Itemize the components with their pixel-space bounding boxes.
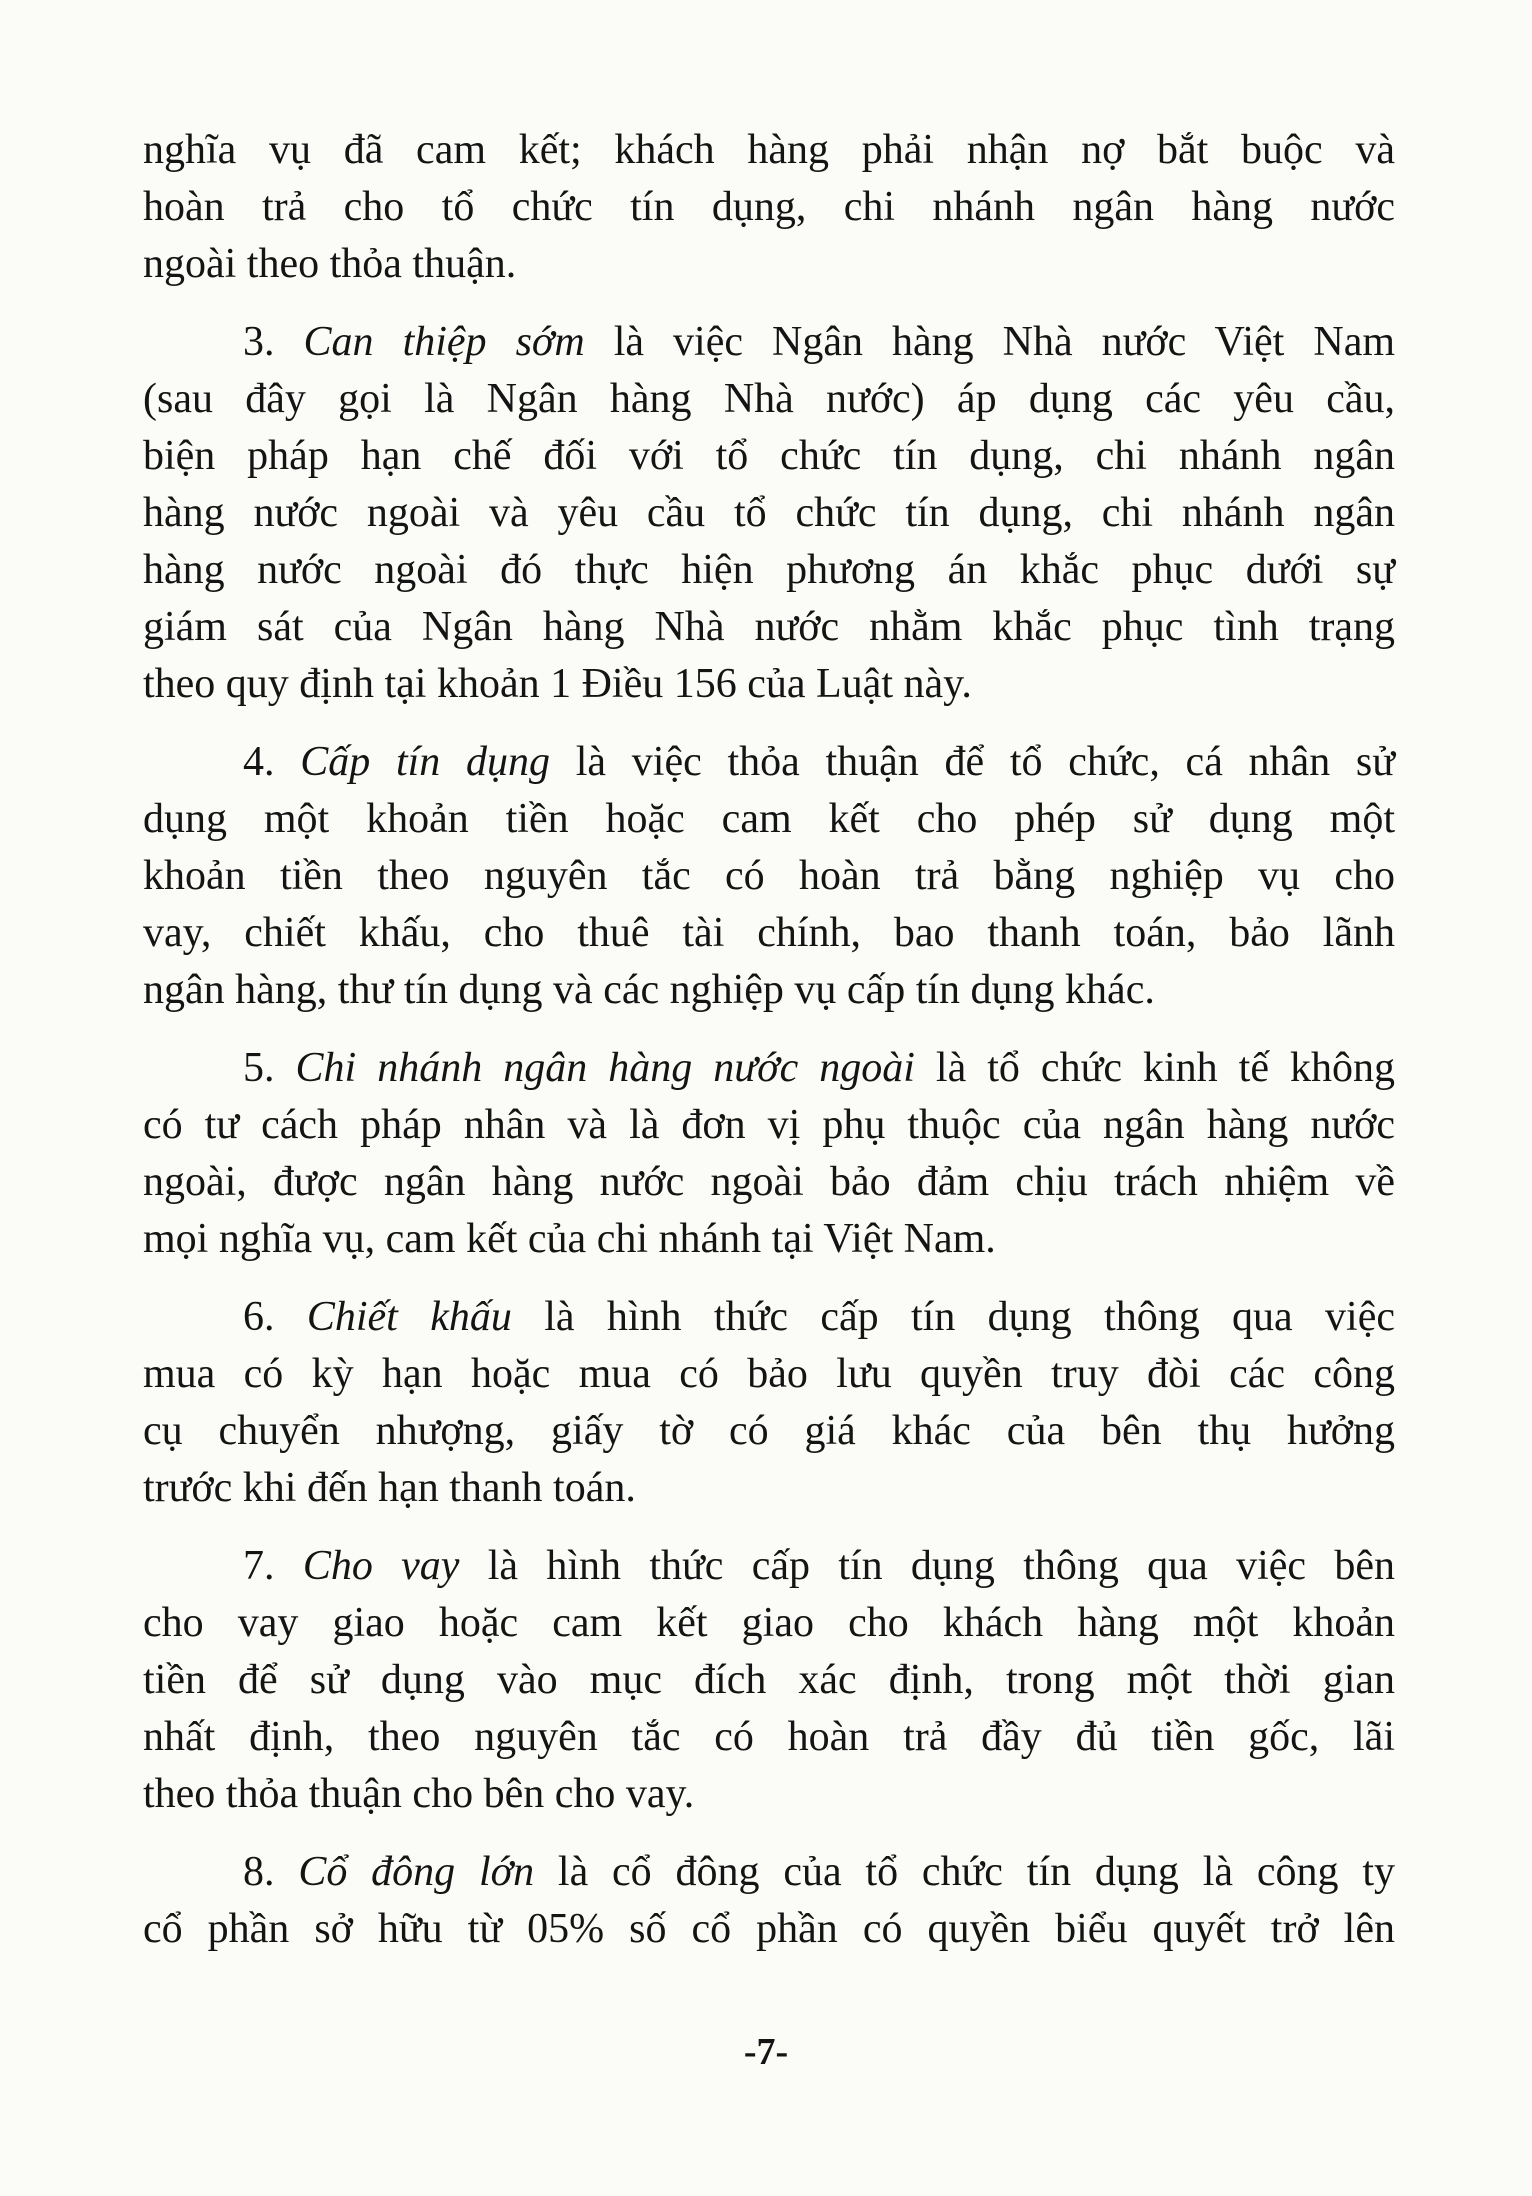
text-line: nhất định, theo nguyên tắc có hoàn trả đầy đủ tiền gốc, lãi — [143, 1714, 1395, 1760]
paragraph-first-line — [143, 1040, 1395, 1097]
paragraph-first-line — [143, 1844, 1395, 1901]
defined-term: Chi nhánh ngân hàng nước ngoài — [295, 1045, 915, 1091]
text-line: cụ chuyển nhượng, giấy tờ có giá khác của bên thụ hưởng — [143, 1408, 1395, 1454]
paragraph — [143, 1040, 1395, 1268]
text-line: nghĩa vụ đã cam kết; khách hàng phải nhận nợ bắt buộc và — [143, 127, 1395, 173]
text-line: mua có kỳ hạn hoặc mua có bảo lưu quyền truy đòi các công — [143, 1351, 1395, 1397]
defined-term: Can thiệp sớm — [303, 319, 585, 365]
definition-text: là hình thức cấp tín dụng thông qua việc — [544, 1294, 1396, 1340]
text-line: ngoài, được ngân hàng nước ngoài bảo đảm chịu trách nhiệm về — [143, 1159, 1395, 1205]
text-line: hàng nước ngoài và yêu cầu tổ chức tín dụng, chi nhánh ngân — [143, 490, 1395, 536]
defined-term: Cấp tín dụng — [300, 739, 551, 785]
text-line: theo thỏa thuận cho bên cho vay. — [143, 1771, 695, 1817]
paragraph-first-line — [143, 734, 1395, 791]
text-line: ngân hàng, thư tín dụng và các nghiệp vụ cấp tín dụng khác. — [143, 967, 1155, 1013]
paragraph — [143, 734, 1395, 1019]
text-line: vay, chiết khấu, cho thuê tài chính, bao thanh toán, bảo lãnh — [143, 910, 1395, 956]
item-number: 4. — [243, 739, 275, 785]
paragraph-first-line — [143, 1289, 1395, 1346]
paragraph — [143, 1289, 1395, 1517]
text-line: biện pháp hạn chế đối với tổ chức tín dụng, chi nhánh ngân — [143, 433, 1395, 479]
item-number: 5. — [243, 1045, 275, 1091]
text-line: khoản tiền theo nguyên tắc có hoàn trả bằng nghiệp vụ cho — [143, 853, 1395, 899]
text-line: theo quy định tại khoản 1 Điều 156 của Luật này. — [143, 661, 972, 707]
paragraph-first-line — [143, 314, 1395, 371]
text-line: (sau đây gọi là Ngân hàng Nhà nước) áp dụng các yêu cầu, — [143, 376, 1395, 422]
definition-text: là tổ chức kinh tế không — [935, 1045, 1395, 1091]
definition-text: là việc Ngân hàng Nhà nước Việt Nam — [613, 319, 1396, 365]
paragraph — [143, 1538, 1395, 1823]
definition-text: là hình thức cấp tín dụng thông qua việc bên — [487, 1543, 1396, 1589]
item-number: 8. — [243, 1849, 275, 1895]
definition-text: là cổ đông của tổ chức tín dụng là công ty — [557, 1849, 1396, 1895]
paragraph — [143, 1844, 1395, 1958]
defined-term: Cổ đông lớn — [298, 1849, 535, 1895]
paragraph — [143, 122, 1395, 293]
page-number: -7- — [743, 2031, 789, 2073]
item-number: 6. — [243, 1294, 275, 1340]
document-body — [143, 122, 1395, 1979]
item-number: 7. — [243, 1543, 275, 1589]
text-line: trước khi đến hạn thanh toán. — [143, 1465, 636, 1511]
text-line: hàng nước ngoài đó thực hiện phương án khắc phục dưới sự — [143, 547, 1395, 593]
text-line: ngoài theo thỏa thuận. — [143, 241, 517, 287]
text-line: mọi nghĩa vụ, cam kết của chi nhánh tại Việt Nam. — [143, 1216, 996, 1262]
defined-term: Cho vay — [302, 1543, 460, 1589]
definition-text: là việc thỏa thuận để tổ chức, cá nhân sử — [575, 739, 1396, 785]
paragraph — [143, 314, 1395, 713]
text-line: cho vay giao hoặc cam kết giao cho khách hàng một khoản — [143, 1600, 1395, 1646]
text-line: tiền để sử dụng vào mục đích xác định, trong một thời gian — [143, 1657, 1395, 1703]
paragraph-first-line — [143, 1538, 1395, 1595]
defined-term: Chiết khấu — [306, 1294, 512, 1340]
text-line: cổ phần sở hữu từ 05% số cổ phần có quyền biểu quyết trở lên — [143, 1906, 1395, 1952]
text-line: giám sát của Ngân hàng Nhà nước nhằm khắc phục tình trạng — [143, 604, 1395, 650]
text-line: có tư cách pháp nhân và là đơn vị phụ thuộc của ngân hàng nước — [143, 1102, 1395, 1148]
item-number: 3. — [243, 319, 275, 365]
text-line: dụng một khoản tiền hoặc cam kết cho phép sử dụng một — [143, 796, 1395, 842]
text-line: hoàn trả cho tổ chức tín dụng, chi nhánh ngân hàng nước — [143, 184, 1395, 230]
